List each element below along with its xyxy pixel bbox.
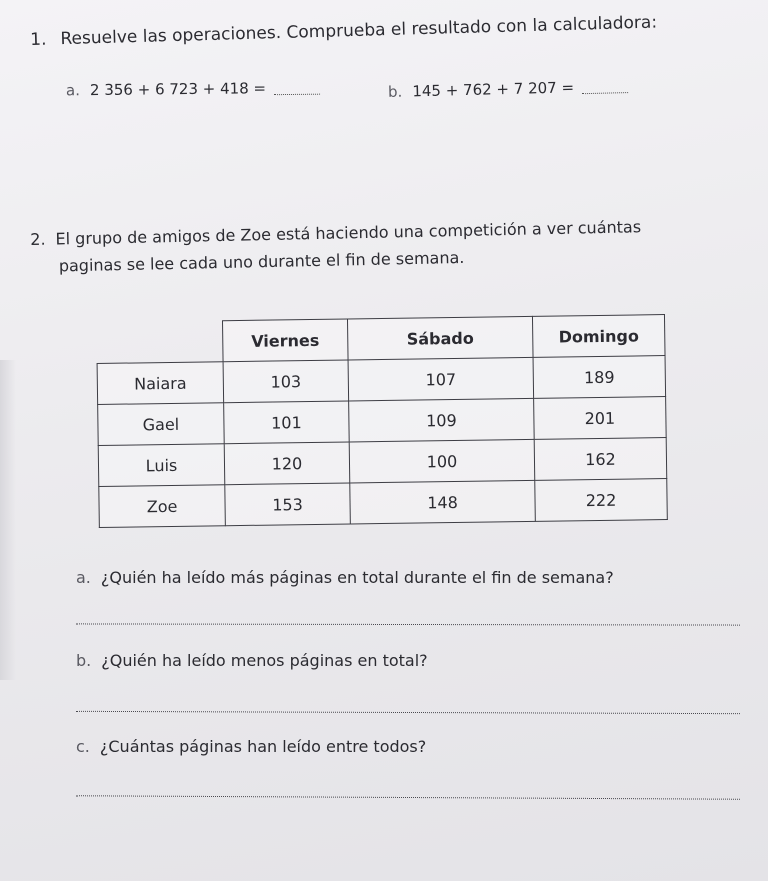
table-cell: 120 [224,442,350,485]
question-c-text: ¿Cuántas páginas han leído entre todos? [99,737,427,756]
row-name-gael: Gael [98,403,225,446]
exercise-1-number: 1. [30,29,47,50]
table-cell: 109 [349,398,535,442]
exercise-2-statement-line2: paginas se lee cada uno durante el fin de semana. [58,247,465,276]
table-cell: 162 [534,438,667,481]
header-viernes: Viernes [222,319,348,362]
operation-a-answer-blank[interactable] [274,94,320,95]
answer-line-b[interactable] [76,711,740,714]
header-sabado: Sábado [347,316,533,360]
exercise-1-heading [30,12,657,49]
question-c [76,737,426,756]
table-cell: 222 [535,479,668,522]
table-corner-cell [97,321,224,364]
exercise-2-number: 2. [30,229,46,249]
table-row [99,479,668,528]
question-a-text: ¿Quién ha leído más páginas en total durante el fin de semana? [100,568,614,587]
table-cell: 189 [533,356,666,399]
page-edge-shadow [0,360,16,680]
table-cell: 100 [349,439,535,483]
operation-a [66,79,320,100]
row-name-zoe: Zoe [99,485,226,528]
table-cell: 153 [225,483,351,526]
question-a-letter: a. [76,568,91,587]
exercise-2-statement-line1: El grupo de amigos de Zoe está haciendo una competición a ver cuántas [55,217,642,249]
operation-b [388,77,628,101]
pages-read-table [96,314,668,528]
question-b [76,651,428,670]
question-b-letter: b. [76,651,92,670]
row-name-luis: Luis [98,444,225,487]
exercise-2-heading [30,211,751,280]
row-name-naiara: Naiara [97,362,224,405]
question-c-letter: c. [76,737,90,756]
operation-b-expression: 145 + 762 + 7 207 = [412,78,575,101]
table-cell: 148 [350,480,536,524]
table-cell: 101 [224,401,350,444]
operation-a-expression: 2 356 + 6 723 + 418 = [89,79,267,100]
question-a [76,568,614,587]
question-b-text: ¿Quién ha leído menos páginas en total? [101,651,428,670]
exercise-1-instruction: Resuelve las operaciones. Comprueba el resultado con la calculadora: [60,12,658,50]
answer-line-c[interactable] [76,795,740,799]
header-domingo: Domingo [532,315,665,358]
operation-a-letter: a. [65,81,81,100]
operation-b-letter: b. [387,82,403,101]
table-cell: 201 [534,397,667,440]
operation-b-answer-blank[interactable] [582,92,628,94]
table-cell: 103 [223,360,349,403]
table-cell: 107 [348,357,534,401]
answer-line-a[interactable] [76,623,740,625]
